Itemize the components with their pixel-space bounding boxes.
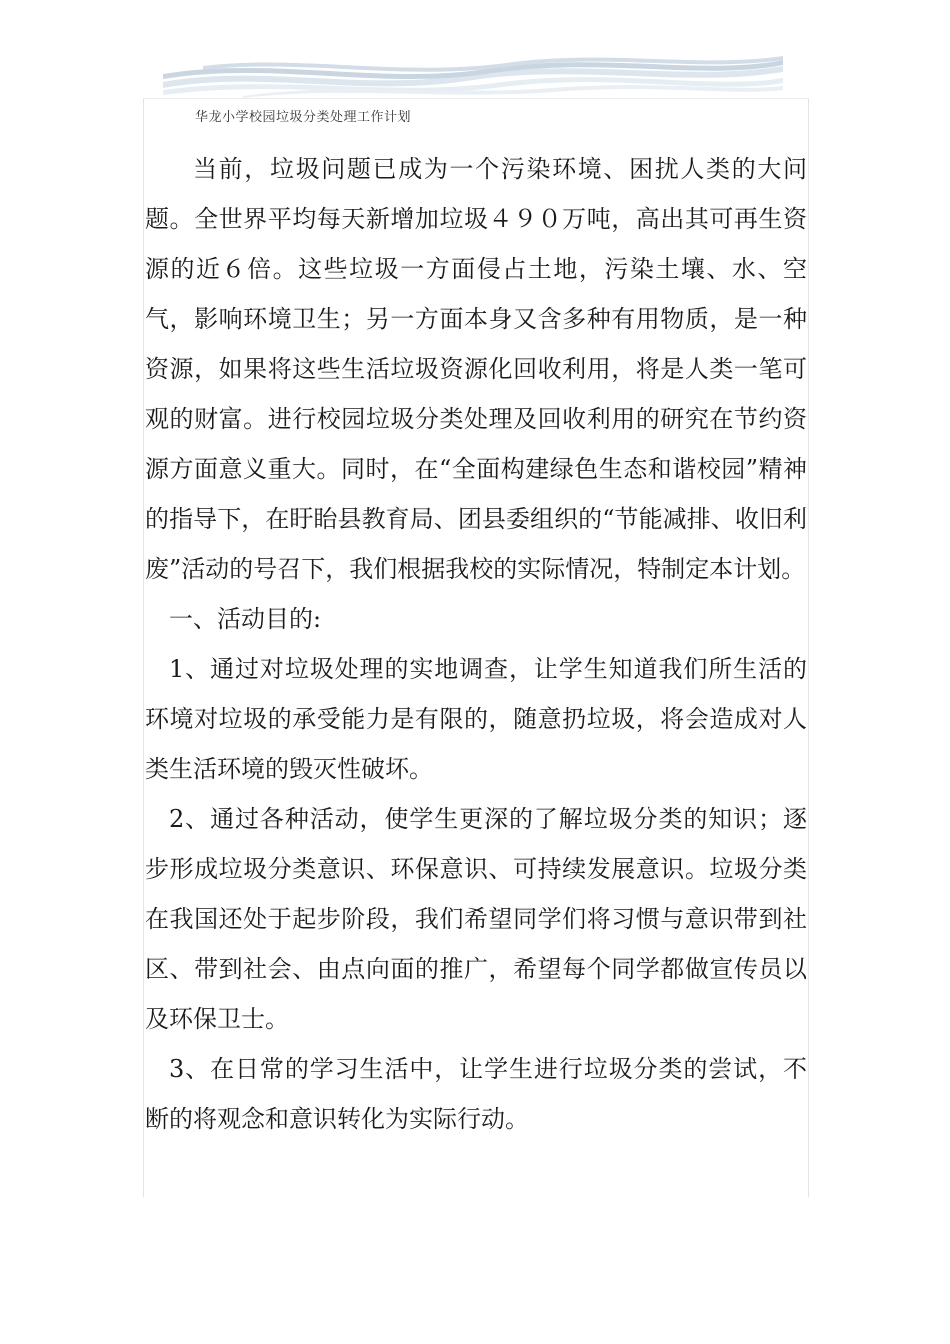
wave-pattern-graphic xyxy=(143,52,807,98)
document-body xyxy=(145,144,807,1144)
section-heading-purpose: 一、活动目的: xyxy=(169,605,322,633)
purpose-item-1: 1、通过对垃圾处理的实地调查，让学生知道我们所生活的环境对垃圾的承受能力是有限的，随意扔垃圾，将会造成对人类生活环境的毁灭性破坏。 xyxy=(145,655,807,783)
intro-paragraph: 当前，垃圾问题已成为一个污染环境、困扰人类的大问题。全世界平均每天新增加垃圾４９０万吨，高出其可再生资源的近６倍。这些垃圾一方面侵占土地，污染土壤、水、空气，影响环境卫生；另一方面本身又含多种有用物质，是一种资源，如果将这些生活垃圾资源化回收利用，将是人类一笔可观的财富。进行校园垃圾分类处理及回收利用的研究在节约资源方面意义重大。同时，在“全面构建绿色生态和谐校园”精神的指导下，在盱眙县教育局、团县委组织的“节能减排、收旧利废”活动的号召下，我们根据我校的实际情况，特制定本计划。 xyxy=(145,155,807,583)
document-header-title: 华龙小学校园垃圾分类处理工作计划 xyxy=(195,110,412,125)
purpose-item-3: 3、在日常的学习生活中，让学生进行垃圾分类的尝试，不断的将观念和意识转化为实际行动。 xyxy=(145,1055,807,1133)
decorative-header-band xyxy=(143,52,807,98)
purpose-item-2: 2、通过各种活动，使学生更深的了解垃圾分类的知识；逐步形成垃圾分类意识、环保意识、可持续发展意识。垃圾分类在我国还处于起步阶段，我们希望同学们将习惯与意识带到社区、带到社会、由点向面的推广，希望每个同学都做宣传员以及环保卫士。 xyxy=(145,805,807,1033)
